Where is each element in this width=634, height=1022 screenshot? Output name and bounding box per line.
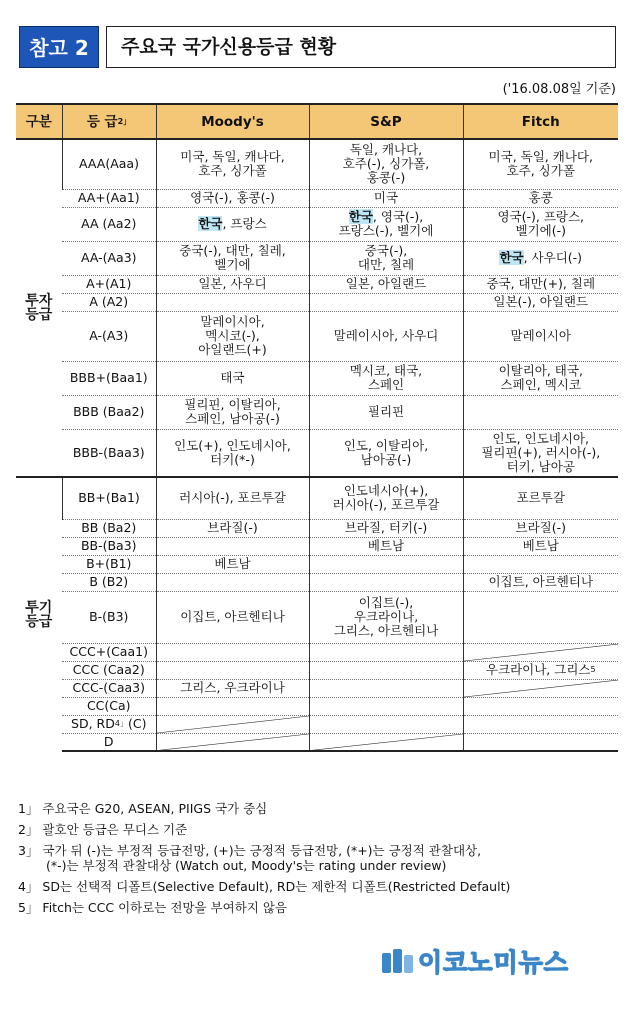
footnote-2: 2」 괄호안 등급은 무디스 기준 — [18, 822, 188, 837]
fitch-rating-cell — [463, 715, 618, 733]
table-row — [16, 573, 618, 591]
sp-rating-cell — [309, 679, 463, 697]
empty-cell-slash — [157, 734, 309, 751]
sp-rating-cell: 멕시코, 태국, 스페인 — [309, 361, 463, 395]
table-row — [16, 591, 618, 643]
fitch-rating-cell — [463, 643, 618, 661]
fitch-rating-cell: 말레이시아 — [463, 311, 618, 361]
table-row — [16, 293, 618, 311]
fitch-rating-cell: 베트남 — [463, 537, 618, 555]
moodys-rating-cell — [156, 661, 309, 679]
sp-rating-cell: 인도네시아(+), 러시아(-), 포르투갈 — [309, 477, 463, 519]
moodys-rating-cell: 인도(+), 인도네시아, 터키(*-) — [156, 429, 309, 477]
sp-rating-cell — [309, 697, 463, 715]
table-row — [16, 207, 618, 241]
moodys-rating-cell: 영국(-), 홍콩(-) — [156, 189, 309, 207]
fitch-rating-cell: 일본(-), 아일랜드 — [463, 293, 618, 311]
moodys-rating-cell — [156, 697, 309, 715]
table-header-row — [16, 104, 618, 139]
table-row — [16, 643, 618, 661]
moodys-rating-cell — [156, 537, 309, 555]
grade-cell: AA-(Aa3) — [62, 241, 156, 275]
header — [19, 26, 616, 68]
sp-rating-cell: 중국(-), 대만, 칠레 — [309, 241, 463, 275]
grade-cell: BBB-(Baa3) — [62, 429, 156, 477]
sp-rating-cell — [309, 733, 463, 751]
sp-rating-cell — [309, 293, 463, 311]
table-row — [16, 395, 618, 429]
empty-cell-slash — [464, 644, 619, 661]
footnotes — [18, 801, 618, 921]
table-row — [16, 733, 618, 751]
grade-cell: CC(Ca) — [62, 697, 156, 715]
fitch-rating-cell: 이집트, 아르헨티나 — [463, 573, 618, 591]
moodys-rating-cell: 말레이시아, 멕시코(-), 아일랜드(+) — [156, 311, 309, 361]
table-row — [16, 537, 618, 555]
fitch-rating-cell: 이탈리아, 태국, 스페인, 멕시코 — [463, 361, 618, 395]
moodys-rating-cell: 한국, 프랑스 — [156, 207, 309, 241]
col-header-category: 구분 — [16, 104, 62, 139]
sp-rating-cell: 이집트(-), 우크라이나, 그리스, 아르헨티나 — [309, 591, 463, 643]
sp-rating-cell: 일본, 아일랜드 — [309, 275, 463, 293]
table-row — [16, 555, 618, 573]
moodys-rating-cell: 필리핀, 이탈리아, 스페인, 남아공(-) — [156, 395, 309, 429]
group-speculative-grade: 투기 등급 — [16, 477, 62, 751]
grade-cell: A (A2) — [62, 293, 156, 311]
fitch-rating-cell — [463, 555, 618, 573]
table-row — [16, 241, 618, 275]
moodys-rating-cell: 태국 — [156, 361, 309, 395]
table-row — [16, 519, 618, 537]
grade-cell: A-(A3) — [62, 311, 156, 361]
moodys-rating-cell — [156, 293, 309, 311]
col-header-sp: S&P — [309, 104, 463, 139]
grade-cell: B-(B3) — [62, 591, 156, 643]
fitch-rating-cell: 포르투갈 — [463, 477, 618, 519]
group-investment-grade: 투자 등급 — [16, 139, 62, 477]
grade-cell: AAA(Aaa) — [62, 139, 156, 189]
logo-text: 이코노미뉴스 — [418, 948, 569, 977]
sp-rating-cell: 인도, 이탈리아, 남아공(-) — [309, 429, 463, 477]
grade-cell: BBB (Baa2) — [62, 395, 156, 429]
moodys-rating-cell: 이집트, 아르헨티나 — [156, 591, 309, 643]
moodys-rating-cell: 그리스, 우크라이나 — [156, 679, 309, 697]
grade-cell: BB (Ba2) — [62, 519, 156, 537]
moodys-rating-cell: 미국, 독일, 캐나다, 호주, 싱가폴 — [156, 139, 309, 189]
date-label: ('16.08.08일 기준) — [502, 82, 616, 97]
col-header-fitch: Fitch — [463, 104, 618, 139]
table-row — [16, 429, 618, 477]
sp-rating-cell — [309, 555, 463, 573]
grade-cell: AA+(Aa1) — [62, 189, 156, 207]
moodys-rating-cell: 브라질(-) — [156, 519, 309, 537]
footnote-5: 5」 Fitch는 CCC 이하로는 전망을 부여하지 않음 — [18, 900, 287, 915]
moodys-rating-cell: 러시아(-), 포르투갈 — [156, 477, 309, 519]
sp-rating-cell — [309, 661, 463, 679]
table-row — [16, 715, 618, 733]
sp-rating-cell: 말레이시아, 사우디 — [309, 311, 463, 361]
korea-highlight: 한국 — [348, 209, 373, 224]
korea-highlight: 한국 — [499, 250, 524, 265]
table-row — [16, 311, 618, 361]
col-header-moodys: Moody's — [156, 104, 309, 139]
fitch-rating-cell — [463, 697, 618, 715]
col-header-grade: 등 급$^{2」}$ — [62, 104, 156, 139]
table-row — [16, 189, 618, 207]
grade-cell: SD, $RD^{4」}(C)$ — [62, 715, 156, 733]
page-title: 주요국 국가신용등급 현황 — [106, 26, 616, 68]
moodys-rating-cell — [156, 573, 309, 591]
moodys-rating-cell: 일본, 사우디 — [156, 275, 309, 293]
table-row — [16, 661, 618, 679]
sp-rating-cell: 독일, 캐나다, 호주(-), 싱가폴, 홍콩(-) — [309, 139, 463, 189]
sp-rating-cell — [309, 715, 463, 733]
logo-mark-icon — [381, 947, 415, 975]
sp-rating-cell: 미국 — [309, 189, 463, 207]
moodys-rating-cell: 베트남 — [156, 555, 309, 573]
sp-rating-cell: 베트남 — [309, 537, 463, 555]
table-row — [16, 275, 618, 293]
grade-cell: BB-(Ba3) — [62, 537, 156, 555]
sp-rating-cell: 필리핀 — [309, 395, 463, 429]
fitch-rating-cell: 한국, 사우디(-) — [463, 241, 618, 275]
fitch-rating-cell: 우크라이나, 그리스$^5$ — [463, 661, 618, 679]
table-row — [16, 477, 618, 519]
fitch-rating-cell: 중국, 대만(+), 칠레 — [463, 275, 618, 293]
grade-cell: CCC (Caa2) — [62, 661, 156, 679]
korea-highlight: 한국 — [198, 216, 223, 231]
fitch-rating-cell — [463, 733, 618, 751]
sp-rating-cell — [309, 643, 463, 661]
fitch-rating-cell: 미국, 독일, 캐나다, 호주, 싱가폴 — [463, 139, 618, 189]
empty-cell-slash — [464, 680, 619, 697]
grade-cell: CCC+(Caa1) — [62, 643, 156, 661]
fitch-rating-cell: 인도, 인도네시아, 필리핀(+), 러시아(-), 터키, 남아공 — [463, 429, 618, 477]
empty-cell-slash — [310, 734, 463, 751]
moodys-rating-cell — [156, 733, 309, 751]
fitch-rating-cell: 홍콩 — [463, 189, 618, 207]
fitch-rating-cell — [463, 679, 618, 697]
table-row — [16, 139, 618, 189]
reference-badge: 참고 2 — [19, 26, 99, 68]
footnote-4: 4」 SD는 선택적 디폴트(Selective Default), RD는 제한적 디폴트(Restricted Default) — [18, 879, 511, 894]
grade-cell: B+(B1) — [62, 555, 156, 573]
table-row — [16, 679, 618, 697]
sp-rating-cell: 한국, 영국(-), 프랑스(-), 벨기에 — [309, 207, 463, 241]
grade-cell: BB+(Ba1) — [62, 477, 156, 519]
credit-rating-table — [16, 103, 618, 752]
sp-rating-cell — [309, 573, 463, 591]
grade-cell: B (B2) — [62, 573, 156, 591]
moodys-rating-cell — [156, 643, 309, 661]
moodys-rating-cell — [156, 715, 309, 733]
fitch-rating-cell — [463, 395, 618, 429]
table-row — [16, 697, 618, 715]
moodys-rating-cell: 중국(-), 대만, 칠레, 벨기에 — [156, 241, 309, 275]
empty-cell-slash — [157, 716, 309, 733]
grade-cell: A+(A1) — [62, 275, 156, 293]
table-row — [16, 361, 618, 395]
footnote-3-cont: (*-)는 부정적 관찰대상 (Watch out, Moody's는 rating under review) — [46, 858, 447, 873]
grade-cell: CCC-(Caa3) — [62, 679, 156, 697]
economy-news-logo — [381, 946, 569, 976]
fitch-rating-cell — [463, 591, 618, 643]
grade-cell: BBB+(Baa1) — [62, 361, 156, 395]
footnote-3: 3」 국가 뒤 (-)는 부정적 등급전망, (+)는 긍정적 등급전망, (*+)는 긍정적 관찰대상, — [18, 843, 482, 858]
sp-rating-cell: 브라질, 터키(-) — [309, 519, 463, 537]
footnote-1: 1」 주요국은 G20, ASEAN, PIIGS 국가 중심 — [18, 801, 268, 816]
grade-cell: AA (Aa2) — [62, 207, 156, 241]
fitch-rating-cell: 영국(-), 프랑스, 벨기에(-) — [463, 207, 618, 241]
fitch-rating-cell: 브라질(-) — [463, 519, 618, 537]
grade-cell: D — [62, 733, 156, 751]
